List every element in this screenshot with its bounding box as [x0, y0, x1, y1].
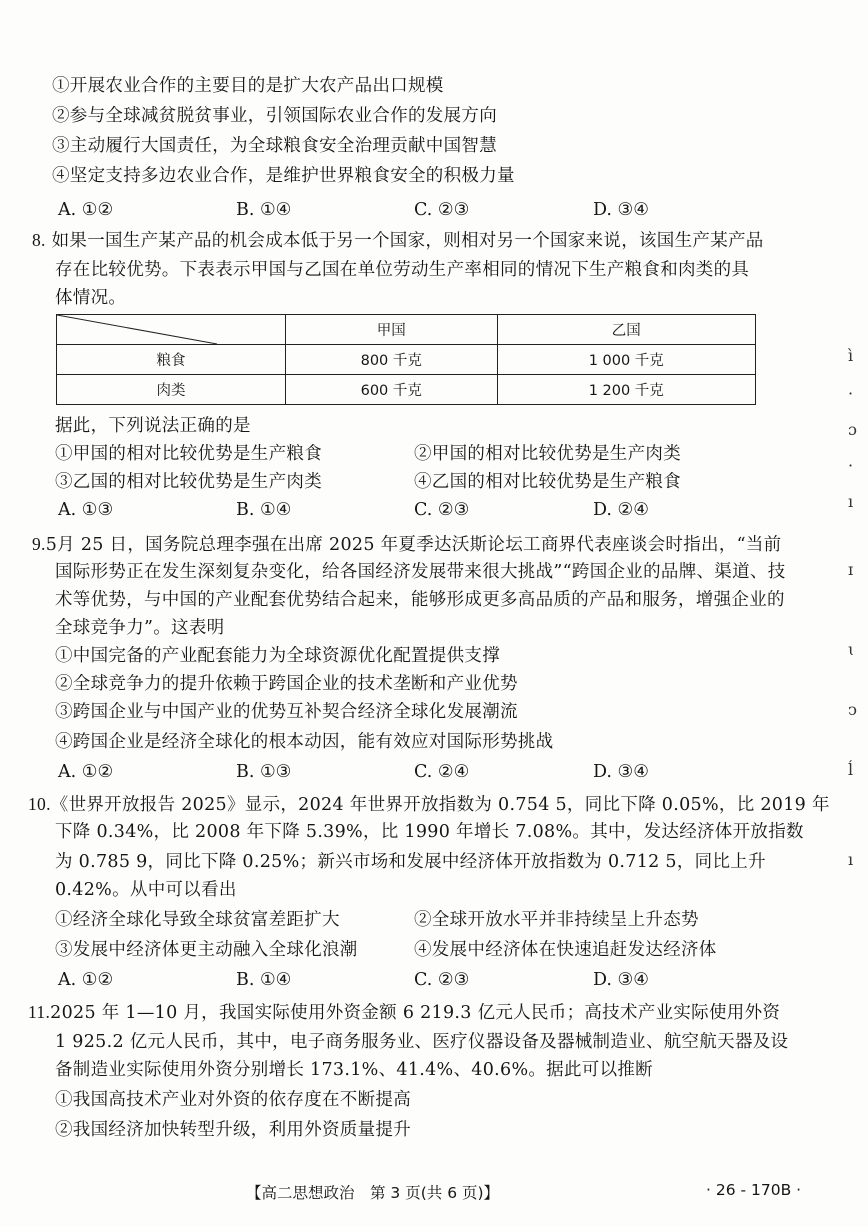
- table-cell: 800 千克: [286, 345, 498, 375]
- q9-number: 9.: [32, 534, 46, 554]
- edge-glyph: ĺ: [848, 760, 854, 779]
- q10-statement-1: ①经济全球化导致全球贫富差距扩大: [55, 910, 340, 930]
- edge-glyph: ɪ: [848, 560, 854, 579]
- q11-statement-2: ②我国经济加快转型升级，利用外资质量提升: [55, 1120, 411, 1140]
- q9-statement-1: ①中国完备的产业配套能力为全球资源优化配置提供支撑: [55, 646, 500, 666]
- table-cell: 1 200 千克: [497, 375, 755, 405]
- q8-table: [56, 314, 756, 405]
- q7-option-d: D. ③④: [593, 200, 649, 220]
- header-country-yi: 乙国: [497, 315, 755, 345]
- q11-statement-1: ①我国高技术产业对外资的依存度在不断提高: [55, 1090, 411, 1110]
- q9-statement-4: ④跨国企业是经济全球化的根本动因，能有效应对国际形势挑战: [55, 732, 554, 752]
- q8-prompt: 据此，下列说法正确的是: [55, 416, 251, 436]
- q9-stem-line-1: 9.5月 25 日，国务院总理李强在出席 2025 年夏季达沃斯论坛工商界代表座谈会时指出，“当前: [32, 534, 782, 555]
- q11-stem-line-2: 1 925.2 亿元人民币，其中，电子商务服务业、医疗仪器设备及器械制造业、航空航天器及设: [55, 1032, 789, 1052]
- q10-option-d: D. ③④: [593, 970, 649, 990]
- q7-statement-1: ①开展农业合作的主要目的是扩大农产品出口规模: [52, 76, 444, 96]
- q8-number: 8.: [32, 230, 46, 250]
- q9-statement-2: ②全球竞争力的提升依赖于跨国企业的技术垄断和产业优势: [55, 674, 518, 694]
- q9-stem-line-2: 国际形势正在发生深刻复杂变化，给各国经济发展带来很大挑战”“跨国企业的品牌、渠道、技: [55, 562, 786, 582]
- q11-number: 11.: [28, 1002, 51, 1022]
- q10-statement-4: ④发展中经济体在快速追赶发达经济体: [414, 940, 717, 960]
- table-cell: 600 千克: [286, 375, 498, 405]
- q8-statement-2: ②甲国的相对比较优势是生产肉类: [414, 444, 681, 464]
- q10-stem-line-1: 10.《世界开放报告 2025》显示，2024 年世界开放指数为 0.754 5，同比下降 0.05%，比 2019 年: [28, 794, 830, 815]
- table-header-row: [57, 315, 756, 345]
- edge-glyph: ·: [848, 384, 854, 403]
- q10-number: 10.: [28, 794, 51, 814]
- q8-statement-1: ①甲国的相对比较优势是生产粮食: [55, 444, 322, 464]
- q10-stem-line-2: 下降 0.34%，比 2008 年下降 5.39%，比 1990 年增长 7.08%。其中，发达经济体开放指数: [55, 822, 804, 842]
- table-cell: 1 000 千克: [497, 345, 755, 375]
- q7-statement-3: ③主动履行大国责任，为全球粮食安全治理贡献中国智慧: [52, 136, 497, 156]
- row-label: 肉类: [57, 375, 286, 405]
- q10-stem-line-3: 为 0.785 9，同比下降 0.25%；新兴市场和发展中经济体开放指数为 0.712 5，同比上升: [55, 852, 766, 872]
- q10-stem-line-4: 0.42%。从中可以看出: [55, 880, 237, 900]
- q11-stem-line-3: 备制造业实际使用外资分别增长 173.1%、41.4%、40.6%。据此可以推断: [55, 1060, 653, 1080]
- q10-statement-3: ③发展中经济体更主动融入全球化浪潮: [55, 940, 358, 960]
- diagonal-line: [57, 315, 285, 344]
- footer-code: · 26 - 170B ·: [706, 1181, 802, 1199]
- q7-statement-2: ②参与全球减贫脱贫事业，引领国际农业合作的发展方向: [52, 106, 497, 126]
- q8-option-c: C. ②③: [414, 500, 470, 520]
- q11-stem-line-1: 11.2025 年 1—10 月，我国实际使用外资金额 6 219.3 亿元人民币；高技术产业实际使用外资: [28, 1002, 781, 1023]
- q7-option-a: A. ①②: [58, 200, 114, 220]
- q8-stem-line-2: 存在比较优势。下表表示甲国与乙国在单位劳动生产率相同的情况下生产粮食和肉类的具: [55, 260, 750, 280]
- footer-title: 【高二思想政治 第 3 页(共 6 页)】: [246, 1184, 500, 1202]
- q10-option-c: C. ②③: [414, 970, 470, 990]
- table-row: [57, 345, 756, 375]
- q8-statement-3: ③乙国的相对比较优势是生产肉类: [55, 472, 322, 492]
- q8-stem-line-3: 体情况。: [55, 288, 127, 308]
- table-corner-cell: [57, 315, 286, 345]
- q10-statement-2: ②全球开放水平并非持续呈上升态势: [414, 910, 699, 930]
- edge-glyph: ɔ: [848, 420, 857, 439]
- edge-glyph: ͻ: [848, 700, 857, 719]
- q9-option-b: B. ①③: [236, 762, 292, 782]
- q8-option-a: A. ①③: [58, 500, 114, 520]
- edge-glyph: ɩ: [848, 640, 855, 659]
- q8-stem-line-1: 8. 如果一国生产某产品的机会成本低于另一个国家，则相对另一个国家来说，该国生产某产品: [32, 230, 764, 251]
- q9-stem-line-4: 全球竞争力”。这表明: [55, 618, 225, 638]
- edge-glyph: ì: [848, 346, 854, 365]
- q10-option-b: B. ①④: [236, 970, 292, 990]
- q8-statement-4: ④乙国的相对比较优势是生产粮食: [414, 472, 681, 492]
- edge-glyph: ı: [848, 850, 854, 869]
- table-row: [57, 375, 756, 405]
- q9-option-d: D. ③④: [593, 762, 649, 782]
- q7-statement-4: ④坚定支持多边农业合作，是维护世界粮食安全的积极力量: [52, 166, 515, 186]
- header-country-jia: 甲国: [286, 315, 498, 345]
- q7-option-b: B. ①④: [236, 200, 292, 220]
- edge-glyph: ·: [848, 456, 854, 475]
- edge-glyph: ı: [848, 492, 854, 511]
- q9-option-c: C. ②④: [414, 762, 470, 782]
- q10-option-a: A. ①②: [58, 970, 114, 990]
- q8-option-b: B. ①④: [236, 500, 292, 520]
- q8-option-d: D. ②④: [593, 500, 649, 520]
- q9-stem-line-3: 术等优势，与中国的产业配套优势结合起来，能够形成更多高品质的产品和服务，增强企业的: [55, 590, 785, 610]
- q9-statement-3: ③跨国企业与中国产业的优势互补契合经济全球化发展潮流: [55, 702, 518, 722]
- row-label: 粮食: [57, 345, 286, 375]
- q9-option-a: A. ①②: [58, 762, 114, 782]
- q7-option-c: C. ②③: [414, 200, 470, 220]
